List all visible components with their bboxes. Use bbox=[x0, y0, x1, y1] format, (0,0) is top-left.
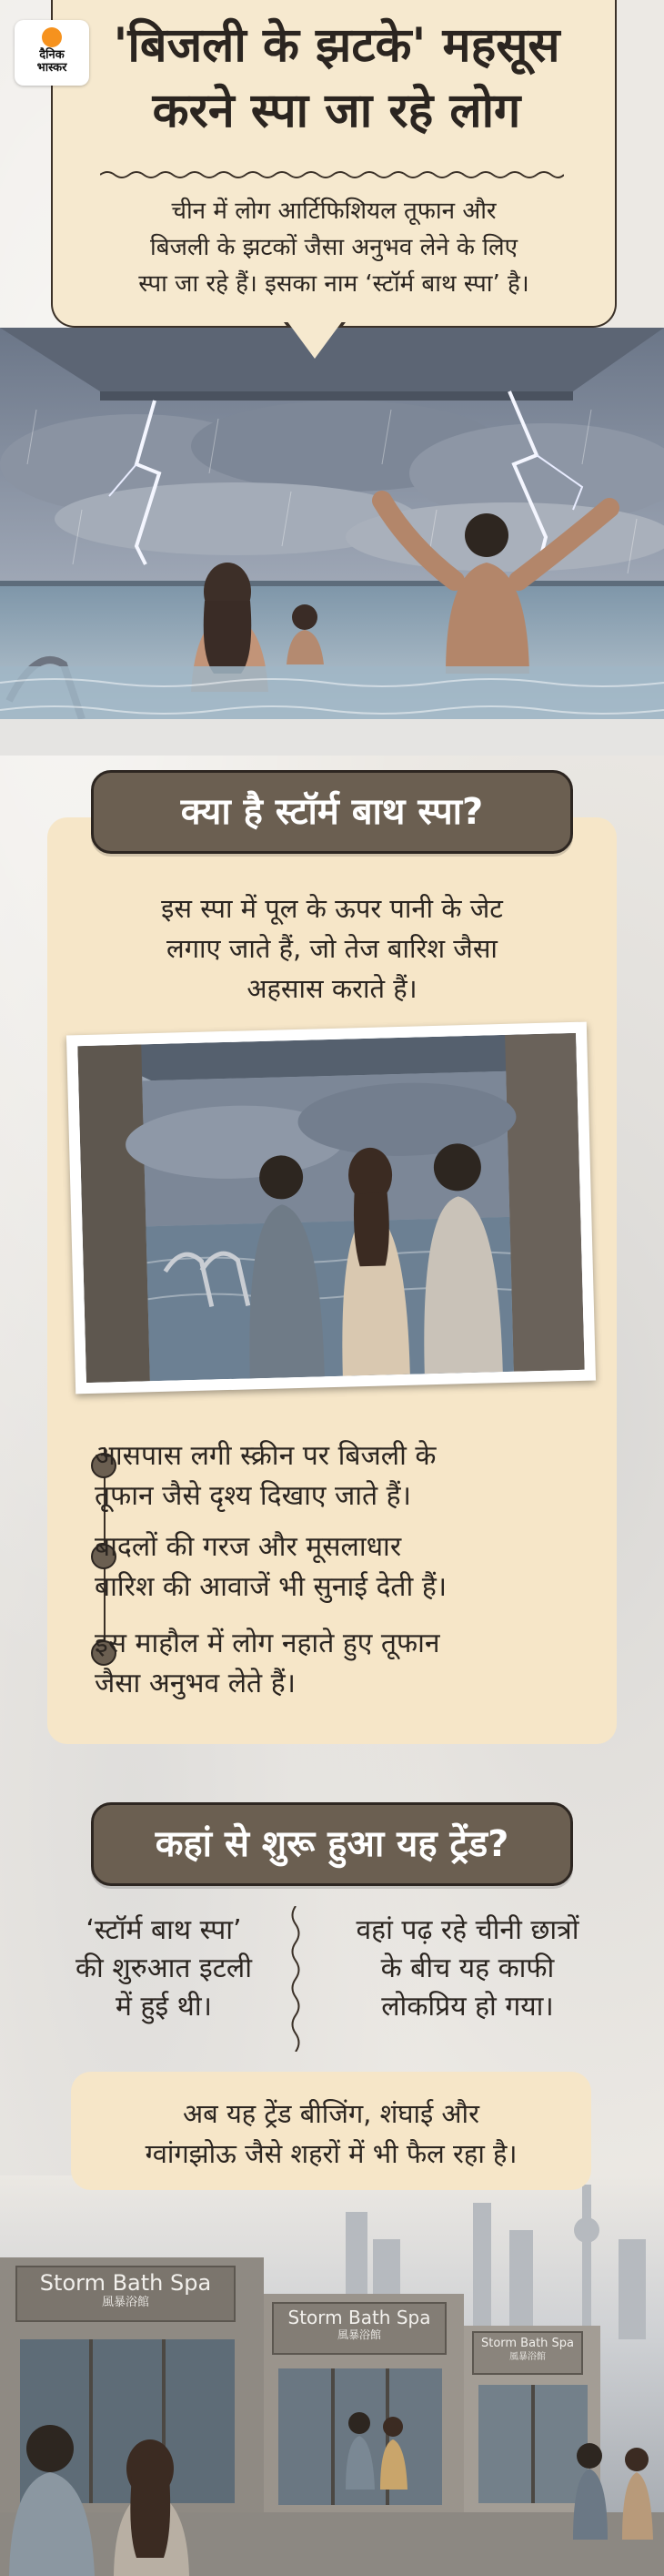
spa-street-illustration bbox=[0, 2175, 664, 2576]
storm-pool-art bbox=[0, 328, 664, 756]
logo-line2: भास्कर bbox=[36, 61, 67, 75]
sign-2-chinese: 風暴浴館 bbox=[337, 2328, 381, 2341]
section1-description bbox=[84, 888, 580, 1009]
header-bubble-tail-inner bbox=[287, 320, 343, 359]
right-line3: लोकप्रिय हो गया। bbox=[381, 1991, 554, 2023]
bullet-2-line1: बादलों की गरज और मूसलाधार bbox=[95, 1531, 402, 1563]
storefront-sign-1 bbox=[24, 2270, 227, 2310]
intro-line3: स्पा जा रहे हैं। इसका नाम ‘स्टॉर्म बाथ स्पा’ है। bbox=[138, 270, 529, 298]
section2-title: कहां से शुरू हुआ यह ट्रेंड? bbox=[91, 1802, 573, 1886]
left-line2: की शुरुआत इटली bbox=[75, 1952, 252, 1984]
street-art bbox=[0, 2175, 664, 2576]
headline-line2: करने स्पा जा रहे लोग bbox=[152, 84, 521, 138]
headline-line1: 'बिजली के झटके' महसूस bbox=[113, 18, 560, 73]
bullet-1-line1: आसपास लगी स्क्रीन पर बिजली के bbox=[95, 1440, 437, 1472]
sign-3-chinese: 風暴浴館 bbox=[509, 2352, 546, 2362]
bullet-3-line1: इस माहौल में लोग नहाते हुए तूफान bbox=[95, 1628, 440, 1659]
section1-title: क्या है स्टॉर्म बाथ स्पा? bbox=[91, 770, 573, 854]
bullet-2 bbox=[95, 1527, 604, 1607]
header-intro bbox=[75, 193, 593, 302]
desc-line2: लगाए जाते हैं, जो तेज बारिश जैसा bbox=[166, 933, 498, 964]
sun-icon bbox=[42, 27, 62, 47]
sign-3-name: Storm Bath Spa bbox=[480, 2337, 575, 2350]
desc-line1: इस स्पा में पूल के ऊपर पानी के जेट bbox=[161, 893, 503, 924]
origin-right-text bbox=[304, 1912, 631, 2026]
right-line2: के बीच यह काफी bbox=[380, 1952, 555, 1984]
trend-spread-text bbox=[86, 2094, 577, 2174]
right-line1: वहां पढ़ रहे चीनी छात्रों bbox=[356, 1914, 579, 1946]
bullet-1-line2: तूफान जैसे दृश्य दिखाए जाते हैं। bbox=[95, 1480, 411, 1512]
storefront-sign-3 bbox=[473, 2336, 582, 2363]
bullet-3-line2: जैसा अनुभव लेते हैं। bbox=[95, 1668, 296, 1699]
spa-photo bbox=[77, 1033, 584, 1383]
bullet-3 bbox=[95, 1624, 604, 1704]
page-headline bbox=[64, 13, 609, 144]
bullet-1 bbox=[95, 1436, 604, 1516]
wavy-divider bbox=[100, 169, 564, 180]
bottom-line2: ग्वांगझोऊ जैसे शहरों में भी फैल रहा है। bbox=[145, 2138, 518, 2169]
sign-1-chinese: 風暴浴館 bbox=[101, 2296, 149, 2309]
left-line1: ‘स्टॉर्म बाथ स्पा’ bbox=[86, 1914, 242, 1946]
intro-line1: चीन में लोग आर्टिफिशियल तूफान और bbox=[171, 198, 497, 225]
bottom-line1: अब यह ट्रेंड बीजिंग, शंघाई और bbox=[183, 2098, 479, 2129]
spa-photo-art bbox=[77, 1033, 584, 1383]
sign-1-name: Storm Bath Spa bbox=[39, 2270, 212, 2296]
wavy-column-divider bbox=[289, 1906, 302, 2052]
storefront-sign-2 bbox=[273, 2307, 446, 2341]
left-line3: में हुई थी। bbox=[116, 1991, 212, 2023]
desc-line3: अहसास कराते हैं। bbox=[246, 973, 418, 1004]
bullet-2-line2: बारिश की आवाजें भी सुनाई देती हैं। bbox=[95, 1571, 448, 1603]
storm-pool-illustration bbox=[0, 328, 664, 756]
spa-photo-frame bbox=[66, 1022, 596, 1394]
logo-line1: दैनिक bbox=[39, 48, 65, 62]
origin-left-text bbox=[36, 1912, 291, 2026]
sign-2-name: Storm Bath Spa bbox=[287, 2307, 431, 2328]
intro-line2: बिजली के झटकों जैसा अनुभव लेने के लिए bbox=[150, 234, 518, 261]
